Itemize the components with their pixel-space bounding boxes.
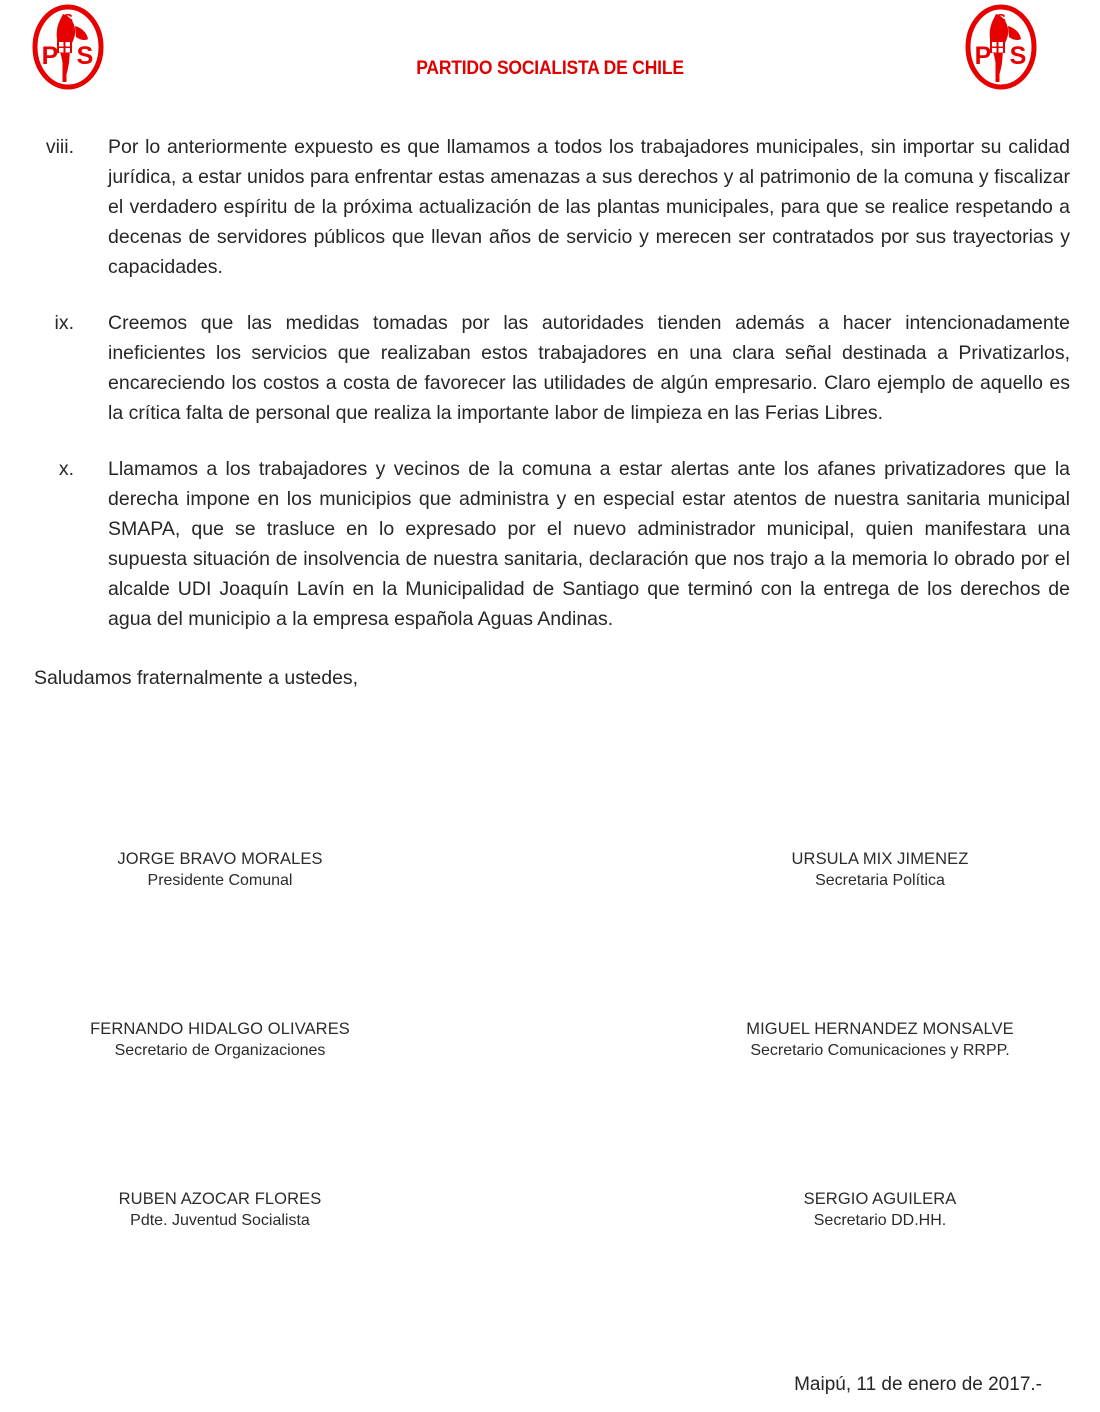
clause-marker: viii. bbox=[45, 136, 74, 158]
closing-salutation: Saludamos fraternalmente a ustedes, bbox=[34, 667, 359, 689]
clause-viii bbox=[0, 132, 1100, 282]
signatory-name: FERNANDO HIDALGO OLIVARES bbox=[90, 1020, 350, 1038]
signatory-role: Pdte. Juventud Socialista bbox=[130, 1212, 310, 1229]
document-body bbox=[0, 132, 1100, 660]
signature-block bbox=[660, 848, 1100, 891]
clause-text: Llamamos a los trabajadores y vecinos de la comuna a estar alertas ante los afanes privatizadores que la derecha impone en los municipios que administra y en especial estar atentos de nuestra sanitaria municipal SMAPA, que se trasluce en lo expresado por el nuevo administrador municipal, quien manifestara una supuesta situación de insolvencia de nuestra sanitaria, declaración que nos trajo a la memoria lo obrado por el alcalde UDI Joaquín Lavín en la Municipalidad de Santiago que terminó con la entrega de los derechos de agua del municipio a la empresa española Aguas Andinas. bbox=[108, 458, 1070, 630]
clause-text: Por lo anteriormente expuesto es que llamamos a todos los trabajadores municipales, sin importar su calidad jurídica, a estar unidos para enfrentar estas amenazas a sus derechos y al patrimonio de la comuna y fiscalizar el verdadero espíritu de la próxima actualización de las plantas municipales, para que se realice respetando a decenas de servidores públicos que llevan años de servicio y merecen ser contratados por sus trayectorias y capacidades. bbox=[108, 136, 1070, 278]
signature-grid bbox=[0, 848, 1100, 1378]
signatory-name: URSULA MIX JIMENEZ bbox=[791, 850, 969, 868]
signatory-name: RUBEN AZOCAR FLORES bbox=[118, 1190, 322, 1208]
signatory-role: Secretario Comunicaciones y RRPP. bbox=[750, 1042, 1010, 1059]
clause-text: Creemos que las medidas tomadas por las autoridades tienden además a hacer intencionadamente ineficientes los servicios que realizaban estos trabajadores en una clara señal destinada a Privatizarlos, encareciendo los costos a costa de favorecer las utilidades de algún empresario. Claro ejemplo de aquello es la crítica falta de personal que realiza la importante labor de limpieza en las Ferias Libres. bbox=[108, 312, 1070, 424]
signatory-name: SERGIO AGUILERA bbox=[803, 1190, 957, 1208]
signatory-role: Secretario de Organizaciones bbox=[114, 1042, 326, 1059]
svg-text:P: P bbox=[41, 42, 59, 70]
document-date: Maipú, 11 de enero de 2017.- bbox=[794, 1374, 1042, 1395]
signatory-name: MIGUEL HERNANDEZ MONSALVE bbox=[746, 1020, 1014, 1038]
signatory-role: Secretario DD.HH. bbox=[813, 1212, 947, 1229]
signature-row bbox=[0, 1188, 1100, 1378]
svg-text:S: S bbox=[995, 11, 1007, 28]
svg-text:P: P bbox=[974, 42, 992, 70]
signature-block bbox=[0, 1188, 440, 1231]
signatory-role: Secretaria Política bbox=[815, 872, 945, 889]
signature-row bbox=[0, 848, 1100, 1018]
svg-text:S: S bbox=[62, 11, 74, 28]
clause-ix bbox=[0, 308, 1100, 428]
ps-logo-icon bbox=[963, 4, 1039, 90]
clause-marker: x. bbox=[58, 458, 74, 480]
signature-row bbox=[0, 1018, 1100, 1188]
svg-text:S: S bbox=[76, 42, 94, 70]
signature-block bbox=[0, 1018, 440, 1061]
clause-x bbox=[0, 454, 1100, 634]
ps-logo-right bbox=[963, 4, 1039, 90]
signatory-role: Presidente Comunal bbox=[147, 872, 293, 889]
signature-block bbox=[660, 1188, 1100, 1231]
svg-text:S: S bbox=[1009, 42, 1027, 70]
page-title: PARTIDO SOCIALISTA DE CHILE bbox=[416, 58, 684, 79]
document-header bbox=[0, 0, 1100, 110]
signature-block bbox=[660, 1018, 1100, 1061]
clause-marker: ix. bbox=[54, 312, 74, 334]
signatory-name: JORGE BRAVO MORALES bbox=[117, 850, 323, 868]
signature-block bbox=[0, 848, 440, 891]
